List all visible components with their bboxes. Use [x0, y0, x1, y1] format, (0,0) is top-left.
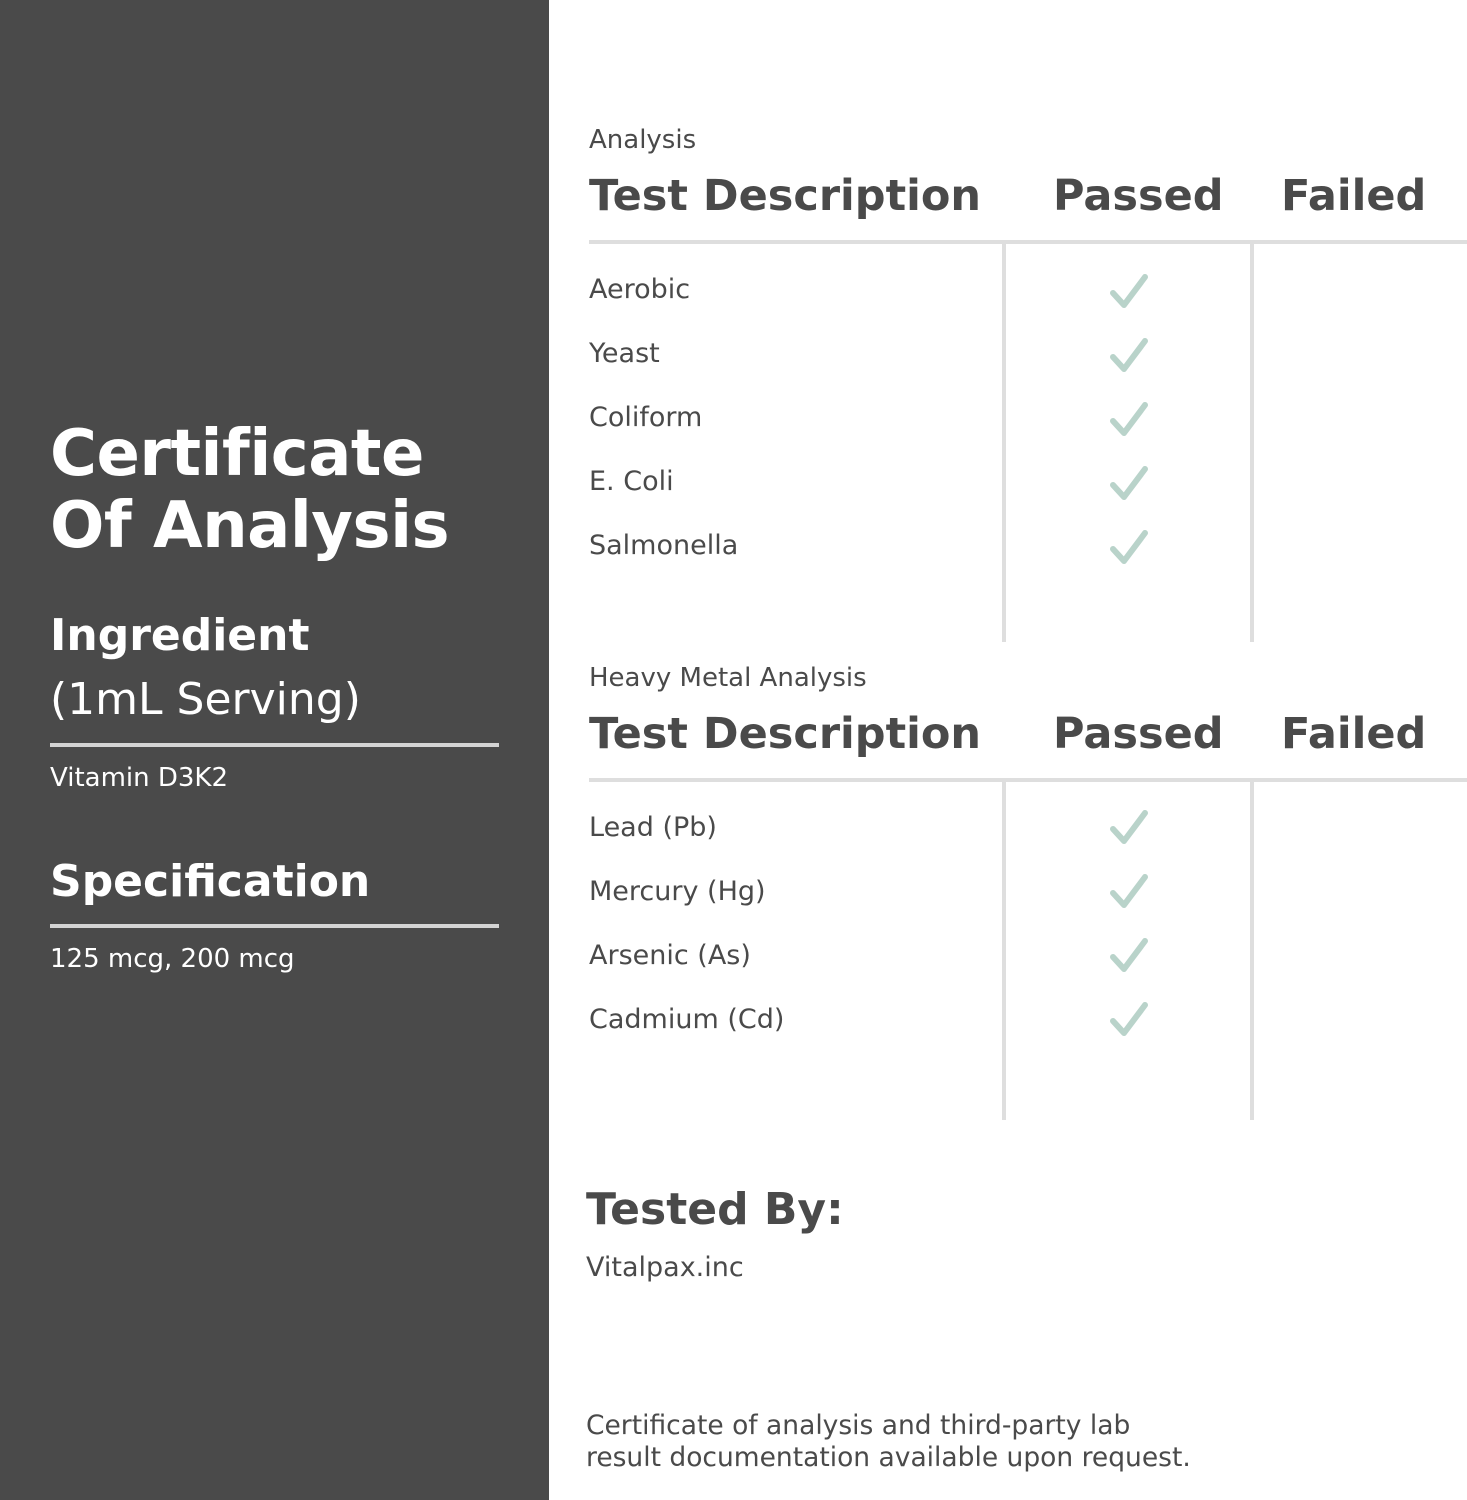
- ingredient-divider: [50, 743, 499, 747]
- analysis-header-failed: Failed: [1281, 171, 1427, 221]
- checkmark-icon: [1109, 528, 1149, 568]
- heavy-metal-header-divider: [589, 778, 1467, 782]
- analysis-header-description: Test Description: [589, 171, 982, 221]
- analysis-header-divider: [589, 240, 1467, 244]
- heavy-metal-header-description: Test Description: [589, 709, 982, 759]
- table-row-label: Yeast: [589, 338, 660, 369]
- table-row-label: Cadmium (Cd): [589, 1004, 785, 1035]
- table-row-label: Coliform: [589, 402, 703, 433]
- tested-by-value: Vitalpax.inc: [586, 1252, 744, 1283]
- checkmark-icon: [1109, 272, 1149, 312]
- checkmark-icon: [1109, 872, 1149, 912]
- analysis-column-divider-1: [1002, 244, 1006, 580]
- title-line-1: Certificate: [50, 417, 424, 491]
- specification-divider: [50, 924, 499, 928]
- footer-line-1: Certificate of analysis and third-party lab: [586, 1410, 1131, 1441]
- checkmark-icon: [1109, 808, 1149, 848]
- table-row-label: Lead (Pb): [589, 812, 717, 843]
- checkmark-icon: [1109, 464, 1149, 504]
- heavy-metal-header-passed: Passed: [1053, 709, 1224, 759]
- ingredient-label: Ingredient: [50, 610, 310, 661]
- checkmark-icon: [1109, 936, 1149, 976]
- checkmark-icon: [1109, 400, 1149, 440]
- specification-heading: Specification: [50, 856, 371, 907]
- heavy-metal-header-failed: Failed: [1281, 709, 1427, 759]
- table-row-label: E. Coli: [589, 466, 674, 497]
- tested-by-heading: Tested By:: [586, 1184, 844, 1235]
- ingredient-heading: [50, 604, 361, 732]
- table-row-label: Salmonella: [589, 530, 739, 561]
- footer-note: [586, 1410, 1191, 1474]
- page-title: [50, 418, 449, 562]
- left-panel: [0, 0, 549, 1500]
- footer-line-2: result documentation available upon request.: [586, 1442, 1191, 1473]
- analysis-section-label: Analysis: [589, 125, 697, 155]
- section-gap-divider-1: [1002, 580, 1006, 642]
- ingredient-value: Vitamin D3K2: [50, 763, 229, 793]
- checkmark-icon: [1109, 336, 1149, 376]
- heavy-metal-column-divider-1: [1002, 782, 1006, 1120]
- analysis-column-divider-2: [1250, 244, 1254, 580]
- analysis-header-passed: Passed: [1053, 171, 1224, 221]
- ingredient-serving: (1mL Serving): [50, 674, 361, 725]
- title-line-2: Of Analysis: [50, 489, 450, 563]
- section-gap-divider-2: [1250, 580, 1254, 642]
- table-row-label: Aerobic: [589, 274, 691, 305]
- checkmark-icon: [1109, 1000, 1149, 1040]
- heavy-metal-section-label: Heavy Metal Analysis: [589, 663, 867, 693]
- specification-value: 125 mcg, 200 mcg: [50, 944, 295, 974]
- table-row-label: Arsenic (As): [589, 940, 751, 971]
- table-row-label: Mercury (Hg): [589, 876, 766, 907]
- heavy-metal-column-divider-2: [1250, 782, 1254, 1120]
